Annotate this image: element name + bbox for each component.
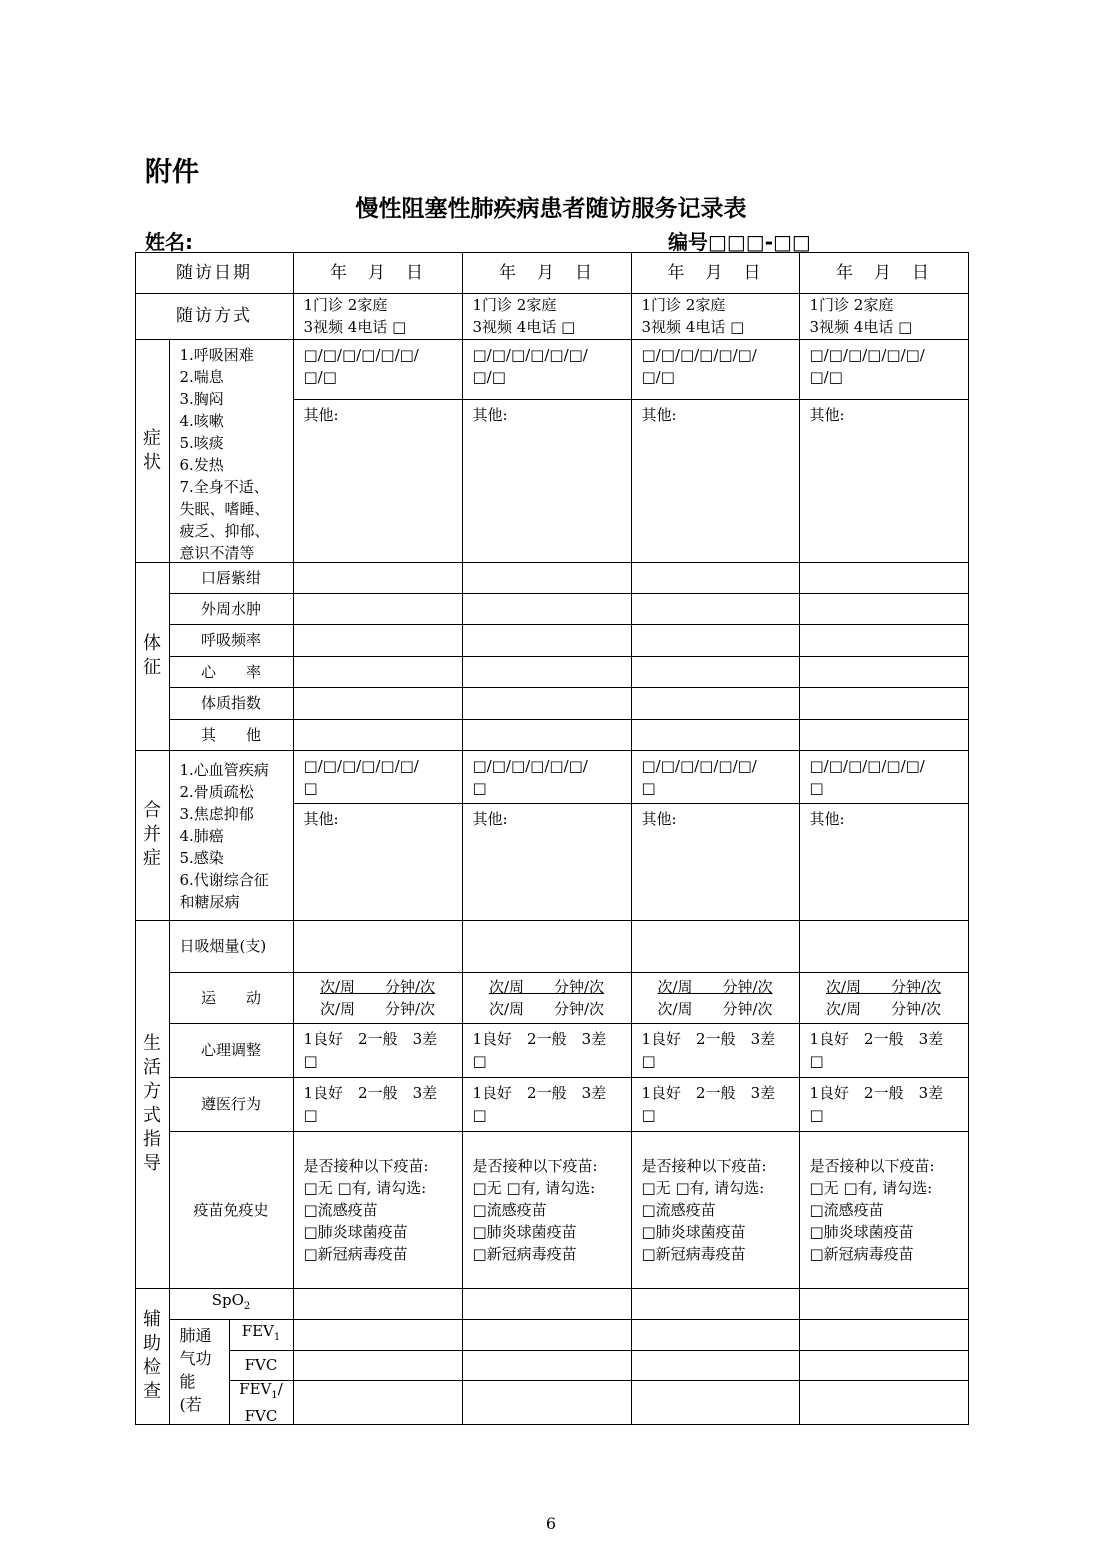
signs-section-char-0: 体 — [143, 633, 161, 654]
visit-date-label-text: 随访日期 — [176, 262, 252, 283]
exercise-line1: 次/周 分钟/次 — [319, 977, 436, 996]
symptom-item-8: 失眠、嗜睡、 — [179, 499, 270, 518]
spo2-cell-2[interactable] — [462, 1288, 632, 1320]
exercise-line1: 次/周 分钟/次 — [825, 977, 942, 996]
sign-label-4 — [169, 656, 294, 688]
complication-item-3: 3.焦虑抑郁 — [179, 804, 254, 823]
vaccine-label-text: 疫苗免疫史 — [193, 1200, 269, 1219]
sign-cell-3-2[interactable] — [462, 624, 632, 657]
sign-label-6 — [169, 719, 294, 751]
adherence-label — [169, 1077, 294, 1132]
complication-item-2: 2.骨质疏松 — [179, 782, 254, 801]
complications-section-char-2: 症 — [143, 848, 161, 869]
sign-label-5 — [169, 687, 294, 720]
smoking-label-text: 日吸烟量(支) — [179, 937, 267, 955]
vaccine-line-1: 是否接种以下疫苗: — [472, 1156, 598, 1175]
ratio-label — [229, 1380, 294, 1425]
sign-label-text: 其 他 — [200, 725, 261, 744]
adherence-cell-1[interactable] — [293, 1077, 463, 1132]
adherence-rating-line1: 1良好 2一般 3差 — [641, 1084, 776, 1102]
visit-method-cell-1[interactable] — [293, 293, 463, 340]
symptom-item-3: 3.胸闷 — [179, 389, 224, 408]
vaccine-line-3: □流感疫苗 — [809, 1200, 884, 1219]
fev1-cell-4[interactable] — [799, 1319, 969, 1351]
lifestyle-section-char-5: 导 — [143, 1153, 161, 1174]
psych-label — [169, 1023, 294, 1078]
fev1-label — [229, 1319, 294, 1351]
adherence-rating-line1: 1良好 2一般 3差 — [303, 1084, 438, 1102]
smoking-cell-3[interactable] — [631, 920, 800, 973]
vaccine-line-5: □新冠病毒疫苗 — [641, 1244, 746, 1263]
complication-item-7: 和糖尿病 — [179, 892, 240, 911]
complication-item-5: 5.感染 — [179, 848, 224, 867]
visit-method-label — [135, 293, 294, 340]
symptom-other-3[interactable] — [631, 399, 800, 563]
complication-checkboxes-3[interactable] — [631, 750, 800, 804]
complication-other-label: 其他: — [303, 809, 339, 828]
adherence-rating-checkbox: □ — [809, 1106, 824, 1124]
fvc-cell-3[interactable] — [631, 1350, 800, 1381]
complications-section-char-0: 合 — [143, 800, 161, 821]
spo2-cell-1[interactable] — [293, 1288, 463, 1320]
symptom-checkbox-group: □/□/□/□/□/□/ □/□ — [303, 345, 419, 386]
visit-method-line2: 3视频 4电话 □ — [472, 318, 576, 336]
fev1-cell-3[interactable] — [631, 1319, 800, 1351]
ratio-cell-1[interactable] — [293, 1380, 463, 1425]
complication-other-4[interactable] — [799, 803, 969, 921]
vaccine-line-3: □流感疫苗 — [472, 1200, 547, 1219]
visit-method-line1: 1门诊 2家庭 — [809, 296, 894, 314]
fvc-text: FVC — [244, 1356, 278, 1374]
page-number: 6 — [545, 1514, 557, 1533]
psych-rating-line1: 1良好 2一般 3差 — [641, 1030, 776, 1048]
sign-label-text: 呼吸频率 — [200, 631, 261, 649]
auxiliary-section-char-1: 助 — [143, 1333, 161, 1354]
exercise-cell-4[interactable] — [799, 972, 969, 1024]
complications-section-char-1: 并 — [143, 824, 161, 845]
psych-rating-checkbox: □ — [472, 1052, 487, 1070]
sign-cell-6-4[interactable] — [799, 719, 969, 751]
vaccine-line-5: □新冠病毒疫苗 — [809, 1244, 914, 1263]
vaccine-line-1: 是否接种以下疫苗: — [809, 1156, 935, 1175]
exercise-label — [169, 972, 294, 1024]
symptoms-section-char-0: 症 — [143, 427, 161, 449]
psych-rating-checkbox: □ — [809, 1052, 824, 1070]
ratio-fev1 — [239, 1379, 278, 1401]
complications-list — [169, 750, 294, 921]
fev1-cell-2[interactable] — [462, 1319, 632, 1351]
visit-date-cell-3[interactable] — [631, 252, 800, 294]
auxiliary-section-char-2: 检 — [143, 1357, 161, 1378]
visit-date-value: 年 月 日 — [667, 262, 763, 283]
adherence-rating-line1: 1良好 2一般 3差 — [809, 1084, 944, 1102]
smoking-cell-1[interactable] — [293, 920, 463, 973]
spo2-cell-4[interactable] — [799, 1288, 969, 1320]
visit-method-cell-3[interactable] — [631, 293, 800, 340]
visit-method-line2: 3视频 4电话 □ — [641, 318, 745, 336]
spo2-text-sub: 2 — [243, 1301, 251, 1312]
fev1-text-sub: 1 — [273, 1332, 281, 1343]
vaccine-line-4: □肺炎球菌疫苗 — [303, 1222, 408, 1241]
exercise-cell-1[interactable] — [293, 972, 463, 1024]
sign-cell-6-1[interactable] — [293, 719, 463, 751]
signs-section-char-1: 征 — [143, 657, 161, 678]
symptom-item-9: 疲乏、抑郁、 — [179, 521, 270, 540]
vaccine-line-4: □肺炎球菌疫苗 — [809, 1222, 914, 1241]
visit-date-label — [135, 252, 294, 294]
adherence-cell-4[interactable] — [799, 1077, 969, 1132]
symptom-checkbox-group: □/□/□/□/□/□/ □/□ — [472, 345, 588, 386]
vaccine-line-2: □无 □有, 请勾选: — [809, 1178, 933, 1197]
psych-cell-2[interactable] — [462, 1023, 632, 1078]
symptom-item-7: 7.全身不适、 — [179, 477, 269, 496]
psych-rating-checkbox: □ — [641, 1052, 656, 1070]
visit-method-label-text: 随访方式 — [176, 306, 252, 326]
adherence-rating-line1: 1良好 2一般 3差 — [472, 1084, 607, 1102]
fvc-cell-1[interactable] — [293, 1350, 463, 1381]
symptom-checkboxes-2[interactable] — [462, 339, 632, 400]
auxiliary-section-char-0: 辅 — [143, 1309, 161, 1330]
sign-cell-4-2[interactable] — [462, 656, 632, 688]
symptom-checkboxes-3[interactable] — [631, 339, 800, 400]
smoking-cell-2[interactable] — [462, 920, 632, 973]
sign-cell-6-2[interactable] — [462, 719, 632, 751]
symptom-item-6: 6.发热 — [179, 455, 224, 474]
code-label: 编号□□□-□□ — [668, 230, 811, 254]
vaccine-line-4: □肺炎球菌疫苗 — [472, 1222, 577, 1241]
symptom-checkbox-group: □/□/□/□/□/□/ □/□ — [809, 345, 925, 386]
complication-checkboxes-1[interactable] — [293, 750, 463, 804]
sign-cell-2-1[interactable] — [293, 593, 463, 625]
sign-label-text: 口唇紫绀 — [200, 568, 261, 587]
vaccine-line-2: □无 □有, 请勾选: — [303, 1178, 427, 1197]
psych-cell-1[interactable] — [293, 1023, 463, 1078]
attachment-label: 附件 — [145, 157, 199, 188]
adherence-rating-checkbox: □ — [303, 1106, 318, 1124]
auxiliary-section — [135, 1288, 170, 1425]
ratio-fev1-sub: 1 — [271, 1389, 278, 1401]
exercise-line2: 次/周 分钟/次 — [825, 999, 942, 1018]
complication-item-4: 4.肺癌 — [179, 826, 224, 845]
sign-cell-3-1[interactable] — [293, 624, 463, 657]
sign-cell-6-3[interactable] — [631, 719, 800, 751]
complication-checkbox-group: □/□/□/□/□/□/ □ — [472, 756, 588, 797]
sign-cell-4-4[interactable] — [799, 656, 969, 688]
complication-checkboxes-4[interactable] — [799, 750, 969, 804]
vaccine-label — [169, 1131, 294, 1289]
psych-rating-line1: 1良好 2一般 3差 — [303, 1030, 438, 1048]
sign-cell-4-1[interactable] — [293, 656, 463, 688]
exercise-line2: 次/周 分钟/次 — [488, 999, 605, 1018]
fvc-label — [229, 1350, 294, 1381]
symptom-other-4[interactable] — [799, 399, 969, 563]
name-label: 姓名: — [145, 230, 193, 254]
vaccine-cell-2[interactable] — [462, 1131, 632, 1289]
lifestyle-section-char-0: 生 — [143, 1033, 161, 1054]
complication-other-1[interactable] — [293, 803, 463, 921]
vaccine-line-2: □无 □有, 请勾选: — [641, 1178, 765, 1197]
pulmonary-label-text: 肺通 气功 能 (若 — [179, 1325, 212, 1414]
sign-cell-5-1[interactable] — [293, 687, 463, 720]
symptom-item-4: 4.咳嗽 — [179, 411, 224, 430]
adherence-label-text: 遵医行为 — [200, 1095, 261, 1113]
symptoms-list — [169, 339, 294, 563]
lifestyle-section — [135, 920, 170, 1289]
symptom-other-label: 其他: — [303, 405, 339, 424]
sign-cell-2-4[interactable] — [799, 593, 969, 625]
smoking-cell-4[interactable] — [799, 920, 969, 973]
visit-date-value: 年 月 日 — [836, 262, 931, 283]
symptom-item-5: 5.咳痰 — [179, 433, 224, 452]
symptom-other-label: 其他: — [472, 405, 508, 424]
fev1-cell-1[interactable] — [293, 1319, 463, 1351]
sign-cell-4-3[interactable] — [631, 656, 800, 688]
complication-checkbox-group: □/□/□/□/□/□/ □ — [303, 756, 419, 797]
ratio-cell-4[interactable] — [799, 1380, 969, 1425]
exercise-cell-3[interactable] — [631, 972, 800, 1024]
sign-label-text: 体质指数 — [200, 694, 261, 712]
sign-label-2 — [169, 593, 294, 625]
complications-section — [135, 750, 170, 921]
exercise-line2: 次/周 分钟/次 — [657, 999, 773, 1018]
complication-other-label: 其他: — [472, 809, 508, 828]
visit-method-line2: 3视频 4电话 □ — [303, 318, 407, 336]
pulmonary-label — [169, 1319, 230, 1425]
psych-cell-3[interactable] — [631, 1023, 800, 1078]
sign-label-1 — [169, 562, 294, 594]
vaccine-cell-1[interactable] — [293, 1131, 463, 1289]
spo2-label — [169, 1288, 294, 1320]
complication-other-label: 其他: — [641, 809, 677, 828]
complication-item-1: 1.心血管疾病 — [179, 760, 269, 779]
psych-rating-checkbox: □ — [303, 1052, 318, 1070]
sign-cell-2-3[interactable] — [631, 593, 800, 625]
fvc-cell-4[interactable] — [799, 1350, 969, 1381]
sign-cell-1-2[interactable] — [462, 562, 632, 594]
auxiliary-section-char-3: 查 — [143, 1381, 161, 1402]
visit-date-value: 年 月 日 — [330, 262, 425, 283]
visit-method-line2: 3视频 4电话 □ — [809, 318, 913, 336]
visit-date-cell-1[interactable] — [293, 252, 463, 294]
complication-checkbox-group: □/□/□/□/□/□/ □ — [809, 756, 925, 797]
ratio-cell-3[interactable] — [631, 1380, 800, 1425]
vaccine-line-5: □新冠病毒疫苗 — [303, 1244, 408, 1263]
symptom-other-1[interactable] — [293, 399, 463, 563]
symptom-other-label: 其他: — [809, 405, 845, 424]
sign-cell-5-3[interactable] — [631, 687, 800, 720]
symptom-other-2[interactable] — [462, 399, 632, 563]
symptoms-section-char-1: 状 — [143, 451, 161, 473]
fvc-cell-2[interactable] — [462, 1350, 632, 1381]
complication-other-3[interactable] — [631, 803, 800, 921]
adherence-rating-checkbox: □ — [472, 1106, 487, 1124]
complication-other-label: 其他: — [809, 809, 845, 828]
symptom-checkboxes-4[interactable] — [799, 339, 969, 400]
adherence-rating-checkbox: □ — [641, 1106, 656, 1124]
sign-cell-1-4[interactable] — [799, 562, 969, 594]
adherence-cell-3[interactable] — [631, 1077, 800, 1132]
visit-method-line1: 1门诊 2家庭 — [472, 296, 557, 314]
sign-cell-3-4[interactable] — [799, 624, 969, 657]
vaccine-line-1: 是否接种以下疫苗: — [303, 1156, 429, 1175]
exercise-label-text: 运 动 — [200, 988, 261, 1007]
symptom-item-10: 意识不清等 — [179, 543, 255, 562]
vaccine-line-5: □新冠病毒疫苗 — [472, 1244, 577, 1263]
visit-method-line1: 1门诊 2家庭 — [641, 296, 726, 314]
fev1-text — [242, 1320, 281, 1349]
exercise-cell-2[interactable] — [462, 972, 632, 1024]
psych-rating-line1: 1良好 2一般 3差 — [809, 1030, 944, 1048]
vaccine-line-3: □流感疫苗 — [641, 1200, 716, 1219]
spo2-text — [212, 1289, 251, 1318]
lifestyle-section-char-3: 式 — [143, 1105, 161, 1126]
sign-label-3 — [169, 624, 294, 657]
page-title: 慢性阻塞性肺疾病患者随访服务记录表 — [355, 196, 747, 222]
ratio-fev1-main: FEV — [239, 1379, 272, 1398]
spo2-text-main: SpO — [211, 1291, 244, 1309]
visit-method-cell-2[interactable] — [462, 293, 632, 340]
vaccine-cell-4[interactable] — [799, 1131, 969, 1289]
smoking-label — [169, 920, 294, 973]
lifestyle-section-char-2: 方 — [143, 1081, 161, 1102]
lifestyle-section-char-1: 活 — [143, 1057, 161, 1078]
sign-label-text: 心 率 — [200, 662, 261, 681]
symptom-other-label: 其他: — [641, 405, 677, 424]
ratio-slash: / — [277, 1379, 283, 1398]
vaccine-line-2: □无 □有, 请勾选: — [472, 1178, 596, 1197]
sign-cell-1-3[interactable] — [631, 562, 800, 594]
sign-cell-5-4[interactable] — [799, 687, 969, 720]
symptom-item-1: 1.呼吸困难 — [179, 345, 254, 364]
ratio-cell-2[interactable] — [462, 1380, 632, 1425]
visit-date-cell-2[interactable] — [462, 252, 632, 294]
psych-rating-line1: 1良好 2一般 3差 — [472, 1030, 607, 1048]
ratio-line2: FVC — [244, 1406, 278, 1425]
sign-cell-5-2[interactable] — [462, 687, 632, 720]
complication-other-2[interactable] — [462, 803, 632, 921]
psych-cell-4[interactable] — [799, 1023, 969, 1078]
lifestyle-section-char-4: 指 — [143, 1129, 161, 1150]
vaccine-line-3: □流感疫苗 — [303, 1200, 378, 1219]
sign-cell-3-3[interactable] — [631, 624, 800, 657]
vaccine-cell-3[interactable] — [631, 1131, 800, 1289]
sign-label-text: 外周水肿 — [200, 599, 261, 618]
symptom-checkboxes-1[interactable] — [293, 339, 463, 400]
complication-item-6: 6.代谢综合征 — [179, 870, 269, 889]
signs-section — [135, 562, 170, 751]
visit-date-cell-4[interactable] — [799, 252, 969, 294]
visit-method-line1: 1门诊 2家庭 — [303, 296, 388, 314]
vaccine-line-1: 是否接种以下疫苗: — [641, 1156, 767, 1175]
sign-cell-2-2[interactable] — [462, 593, 632, 625]
exercise-line1: 次/周 分钟/次 — [657, 977, 773, 996]
spo2-cell-3[interactable] — [631, 1288, 800, 1320]
visit-date-value: 年 月 日 — [499, 262, 594, 283]
exercise-line1: 次/周 分钟/次 — [488, 977, 605, 996]
symptoms-section — [135, 339, 170, 563]
sign-cell-1-1[interactable] — [293, 562, 463, 594]
exercise-line2: 次/周 分钟/次 — [319, 999, 436, 1018]
psych-label-text: 心理调整 — [200, 1041, 261, 1059]
vaccine-line-4: □肺炎球菌疫苗 — [641, 1222, 746, 1241]
fev1-text-main: FEV — [241, 1322, 274, 1340]
visit-method-cell-4[interactable] — [799, 293, 969, 340]
ratio-line1 — [239, 1380, 283, 1406]
complication-checkboxes-2[interactable] — [462, 750, 632, 804]
symptom-checkbox-group: □/□/□/□/□/□/ □/□ — [641, 345, 757, 386]
complication-checkbox-group: □/□/□/□/□/□/ □ — [641, 756, 757, 797]
adherence-cell-2[interactable] — [462, 1077, 632, 1132]
symptom-item-2: 2.喘息 — [179, 367, 224, 386]
